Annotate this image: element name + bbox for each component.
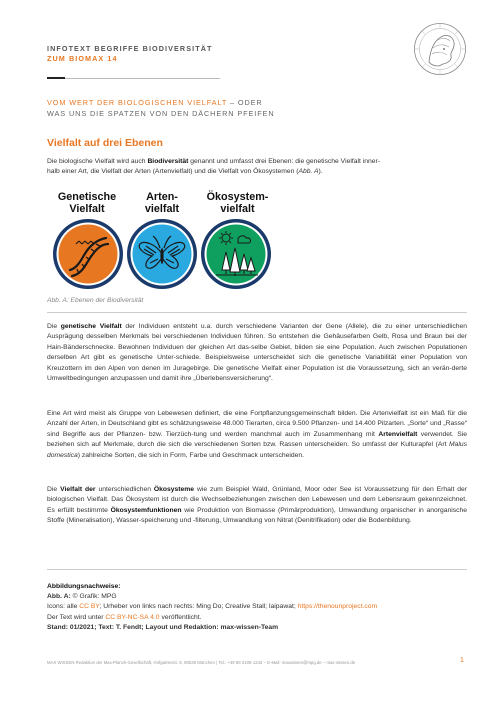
- license-link-cc-by[interactable]: CC BY: [79, 603, 100, 611]
- text: unterschiedlichen: [95, 486, 154, 493]
- label-line: Ökosystem-: [206, 191, 269, 203]
- figure-caption: Abb. A: Ebenen der Biodiversität: [47, 297, 144, 304]
- label-line: vielfalt: [220, 202, 255, 215]
- page-number: 1: [460, 657, 464, 664]
- credits-stand-label: Stand:: [47, 623, 68, 631]
- credits-divider: [47, 569, 467, 570]
- intro-text-3: halb einer Art, die Vielfalt der Arten (Artenvielfalt) und die Vielfalt von Ökosystemen (: [47, 168, 299, 176]
- header-rule-accent: [47, 77, 65, 79]
- label-line: Genetische: [57, 191, 117, 203]
- intro-paragraph: [47, 157, 467, 178]
- section-title: Vielfalt auf drei Ebenen: [47, 137, 163, 149]
- term-species: Artenvielfalt: [378, 430, 418, 438]
- credits-abb-label: Abb. A:: [47, 593, 71, 601]
- text: Die: [47, 486, 61, 493]
- header-rule: [65, 78, 220, 79]
- text: wie Produktion von Biomasse (Primärproduktion), Umwandlung organischer in anorganische Stoffe (Mineralisation), Wasser-speicherung und -filterung, Umwandlung von Nitrat (Denitrifikation) oder die Bodenbildung.: [47, 506, 467, 525]
- figure-label-species: [122, 192, 202, 215]
- label-line: Arten-: [146, 191, 178, 203]
- intro-figure-ref: Abb. A: [298, 168, 319, 176]
- intro-text-1: Die biologische Vielfalt wird auch: [47, 158, 148, 165]
- text: der Individuen entsteht u.a. durch verschiedene Varianten der Gene (Allele), die zu einer unterschiedlichen Ausprägung desselben Merkmals bei verschiedenen Individuen führen. So entstehen die Gehäusefarben Gelb, Rosa und Braun bei der Hain-Bänderschnecke. Bewohnen Individuen der gleichen Art das-selbe Gebiet, bilden sie eine Population. Auch zwischen Populationen derselben Art gibt es genetische Unter-schiede. Beispielsweise unterscheidet sich die genetische Variabilität einer Population von Kreuzottern im den Alpen von denen im Juragebirge. Die genetische Vielfalt einer Population ist die Voraussetzung, sich an verän-derte Umweltbedingungen anzupassen und damit ihre „Überlebensversicherung“.: [47, 323, 467, 383]
- credits-stand-text: 01/2021; Text: T. Fendt; Layout und Redaktion: max-wissen-Team: [68, 623, 279, 631]
- paragraph-species: [47, 409, 467, 461]
- text: Eine Art wird meist als Gruppe von Lebewesen definiert, die eine Fortpflanzungsgemeinschaft bilden. Die Artenvielfalt ist ein Maß für die Anzahl der Arten, in Deutschland gibt es schätzungsweise 48.000 Tierarten, circa 9.500 Pflanzen- und 14.400 Pilzarten. „Sorte“ und „Rasse“ sind Begriffe aus der Pflanzen- bzw. Tierzüch-tung und werden manchmal auch im Zusammenhang mit: [47, 410, 467, 438]
- figure-label-genetic: [47, 192, 127, 215]
- text: veröffentlicht.: [159, 613, 202, 621]
- text: ; Urheber von links nach rechts: Ming Do; Creative Stall; laipawat;: [99, 603, 298, 611]
- header-subtitle: ZUM BIOMAX 14: [47, 54, 118, 63]
- credits-block: [47, 582, 467, 633]
- license-link-cc-by-nc-sa[interactable]: CC BY-NC-SA 4.0: [105, 613, 160, 621]
- term-ecosystems: Ökosysteme: [153, 486, 195, 493]
- intro-bold: Biodiversität: [147, 158, 189, 165]
- label-line: Vielfalt: [69, 202, 105, 215]
- subtitle-grey-2: WAS UNS DIE SPATZEN VON DEN DÄCHERN PFEIFEN: [47, 108, 275, 118]
- dna-icon: [52, 218, 124, 290]
- subtitle: [47, 98, 377, 119]
- term-genetic: genetische Vielfalt: [60, 323, 122, 330]
- minerva-logo: [413, 22, 467, 76]
- intro-text-4: ).: [318, 168, 323, 176]
- term-diversity: Vielfalt der: [60, 486, 96, 493]
- species-name: Malus domestica: [47, 441, 467, 459]
- text: ) zahlreiche Sorten, die sich in Form, Farbe und Geschmack unterscheiden.: [77, 451, 304, 459]
- header-title: INFOTEXT BEGRIFFE BIODIVERSITÄT: [47, 44, 213, 53]
- credits-icons: [47, 602, 467, 612]
- credits-abb-text: © Grafik: MPG: [70, 593, 117, 601]
- intro-text-2: genannt und umfasst drei Ebenen: die genetische Vielfalt inner-: [188, 158, 380, 165]
- paragraph-ecosystem: [47, 485, 467, 527]
- text: Die: [47, 323, 61, 330]
- term-functions: Ökosystemfunktionen: [110, 506, 182, 514]
- subtitle-grey-1: – ODER: [227, 98, 263, 107]
- footer-text: MAX WISSEN Redaktion der Max-Planck-Gesellschaft, Hofgartenstr. 8, 80539 München | Tel.: +49 89 2108-1242 – E-Mail: maxwissen@mpg.de – max-wissen.de: [47, 660, 356, 665]
- text: wie zum Beispiel Wald, Grünland, Moor oder See ist Voraussetzung für den Erhalt der biologischen Vielfalt. Das Ökosystem ist durch die Wechselbeziehungen zwischen den Lebewesen und dem Lebensraum gekennzeichnet. Es erfüllt bestimmte: [47, 486, 467, 514]
- text: Der Text wird unter: [47, 613, 106, 621]
- label-line: vielfalt: [144, 202, 180, 215]
- credits-abb: [47, 592, 467, 602]
- subtitle-orange: VOM WERT DER BIOLOGISCHEN VIELFALT: [47, 98, 228, 107]
- butterfly-icon: [126, 218, 198, 290]
- credits-heading: Abbildungsnachweise:: [47, 583, 121, 590]
- credits-stand: [47, 623, 467, 633]
- figure-label-ecosystem: [195, 192, 280, 215]
- text: verwendet. Sie beziehen sich auf Merkmale, durch die sich die verschiedenen Sorten bzw. Rassen unterscheiden. So umfasst der Kulturapfel (Art: [47, 430, 467, 449]
- figure-divider: [47, 312, 467, 313]
- credits-text-license: [47, 613, 467, 623]
- text: Icons: alle: [47, 603, 80, 611]
- ecosystem-icon: [200, 218, 272, 290]
- nounproject-link[interactable]: https://thenounproject.com: [297, 603, 378, 611]
- paragraph-genetic: [47, 322, 467, 384]
